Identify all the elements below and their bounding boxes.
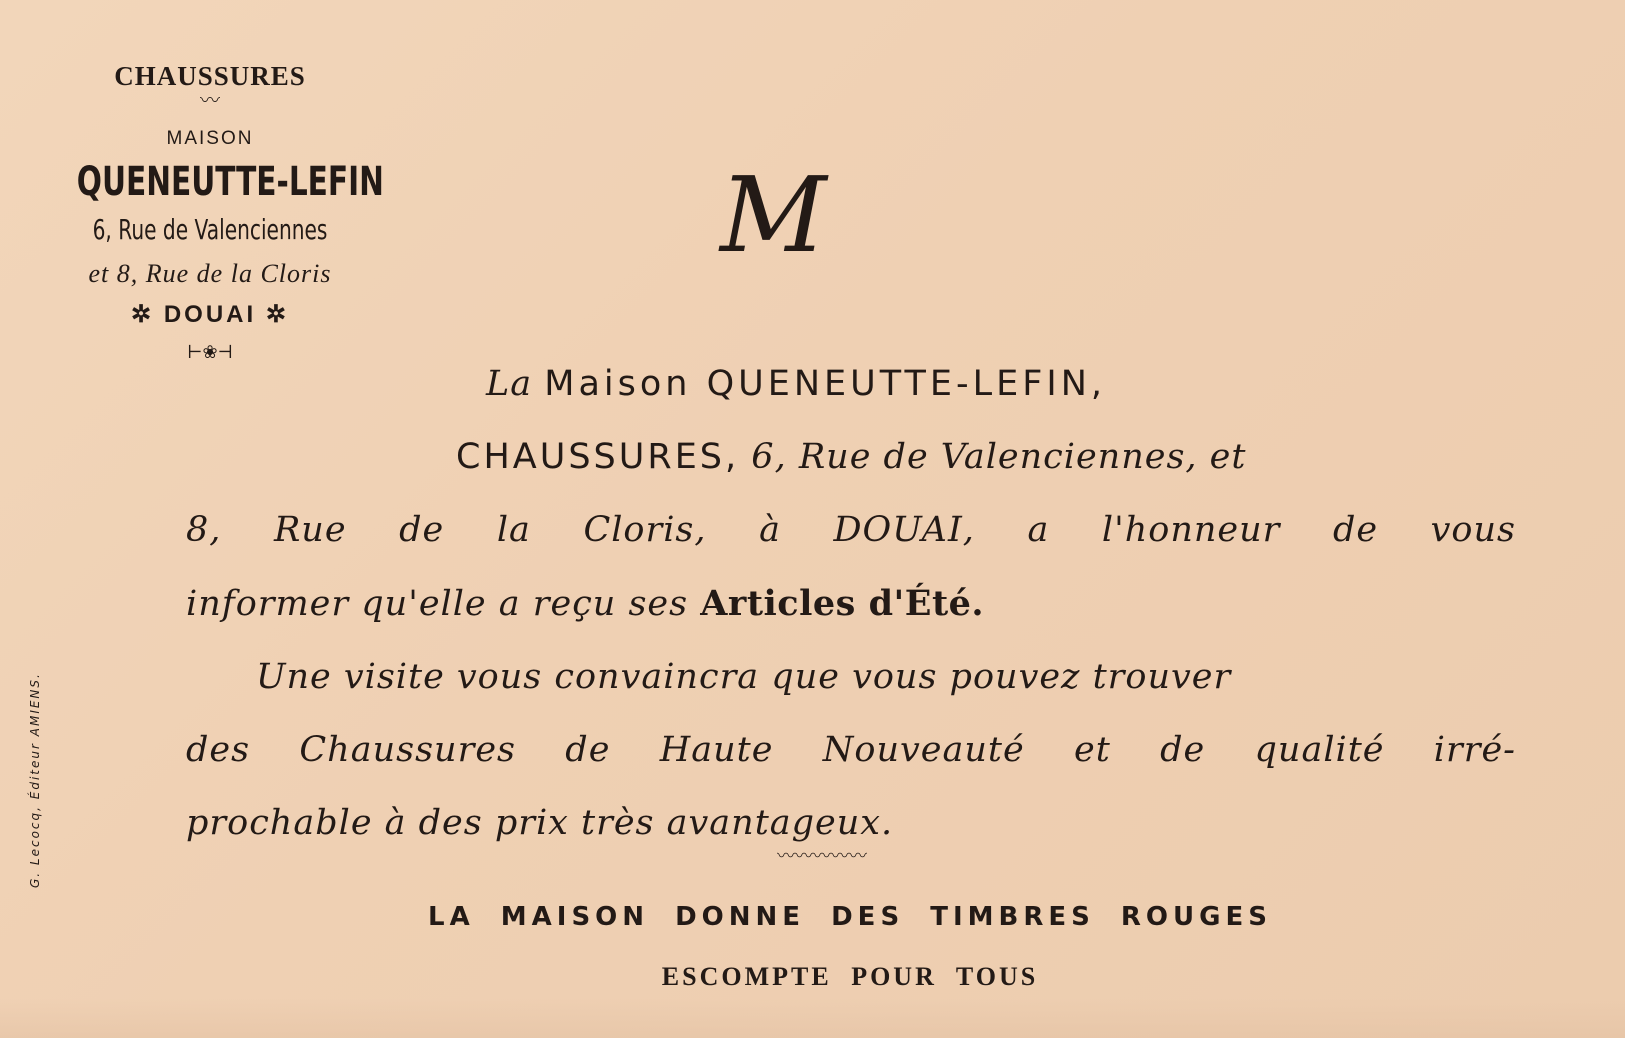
wavy-separator: 〰〰〰〰〰: [777, 846, 867, 867]
body-line-4-text: informer qu'elle a reçu ses: [186, 584, 689, 624]
body-line-1-name: Maison QUENEUTTE-LEFIN,: [544, 364, 1107, 404]
shop-category: CHAUSSURES: [114, 61, 306, 91]
announcement-text: [186, 348, 1516, 860]
body-line-4: [186, 567, 1516, 641]
body-line-3: 8, Rue de la Cloris, à DOUAI, a l'honneur de vous: [186, 510, 1516, 550]
maison-label: MAISON: [166, 128, 254, 149]
body-line-6: des Chaussures de Haute Nouveauté et de qualité irré-: [186, 730, 1516, 770]
shop-city: ✲ DOUAI ✲: [131, 301, 289, 328]
stamps-notice: LA MAISON DONNE DES TIMBRES ROUGES: [428, 902, 1272, 932]
discount-notice: ESCOMPTE POUR TOUS: [661, 962, 1039, 991]
body-line-5: Une visite vous convaincra que vous pouvez trouver: [256, 657, 1232, 697]
shop-address-2: et 8, Rue de la Cloris: [88, 259, 332, 288]
body-line-2-address: 6, Rue de Valenciennes, et: [751, 437, 1247, 477]
printer-credit: G. Lecocq, Éditeur AMIENS.: [28, 672, 42, 888]
body-line-2: [456, 421, 1516, 494]
body-line-1: [486, 348, 1516, 421]
header-ornament: 〰: [200, 90, 220, 112]
shop-address-1: 6, Rue de Valenciennes: [92, 213, 328, 246]
salutation-monogram: M: [720, 154, 827, 276]
body-line-7: prochable à des prix très avantageux.: [186, 803, 894, 843]
shop-name: QUENEUTTE-LEFIN: [76, 159, 384, 205]
body-line-1-article: La: [486, 364, 533, 404]
flower-divider-icon: ⊢❀⊣: [186, 342, 234, 362]
body-line-2-category: CHAUSSURES,: [456, 437, 740, 477]
shop-header: [30, 58, 390, 363]
summer-articles: Articles d'Été.: [700, 583, 985, 624]
